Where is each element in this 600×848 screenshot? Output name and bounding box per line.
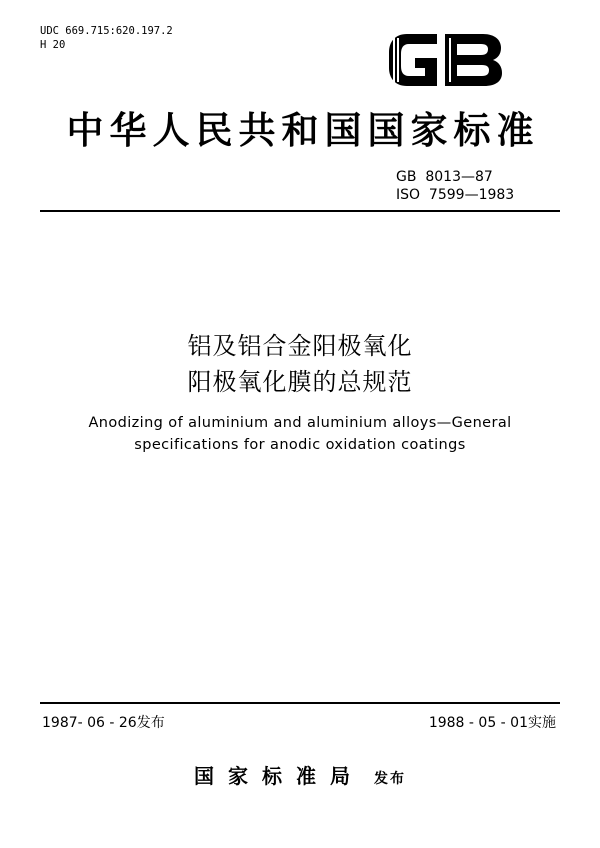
standard-codes <box>396 168 514 204</box>
gb-logo-b <box>445 34 502 86</box>
iso-code: ISO 7599—1983 <box>396 187 515 203</box>
gb-logo-g <box>389 34 437 86</box>
publisher <box>0 760 600 789</box>
gb-logo <box>385 28 505 92</box>
gb-code: GB 8013—87 <box>396 169 493 185</box>
top-divider <box>40 210 560 212</box>
standard-title: 中华人民共和国国家标准 <box>66 108 540 152</box>
title-cn-line2: 阳极氧化膜的总规范 <box>187 368 413 396</box>
issue-date: 1987- 06 - 26发布 <box>42 715 165 731</box>
title-cn-line1: 铝及铝合金阳极氧化 <box>187 332 413 360</box>
effective-date: 1988 - 05 - 01实施 <box>428 715 556 731</box>
udc-block <box>40 24 173 52</box>
title-en-line2: specifications for anodic oxidation coatings <box>134 437 466 453</box>
class-code: H 20 <box>40 39 66 51</box>
publisher-suffix: 发布 <box>374 771 406 787</box>
udc-code: UDC 669.715:620.197.2 <box>40 25 173 37</box>
publisher-name: 国家标准局 <box>194 764 364 788</box>
title-en <box>60 412 540 456</box>
title-en-line1: Anodizing of aluminium and aluminium alloys—General <box>88 415 512 431</box>
bottom-divider <box>40 702 560 704</box>
